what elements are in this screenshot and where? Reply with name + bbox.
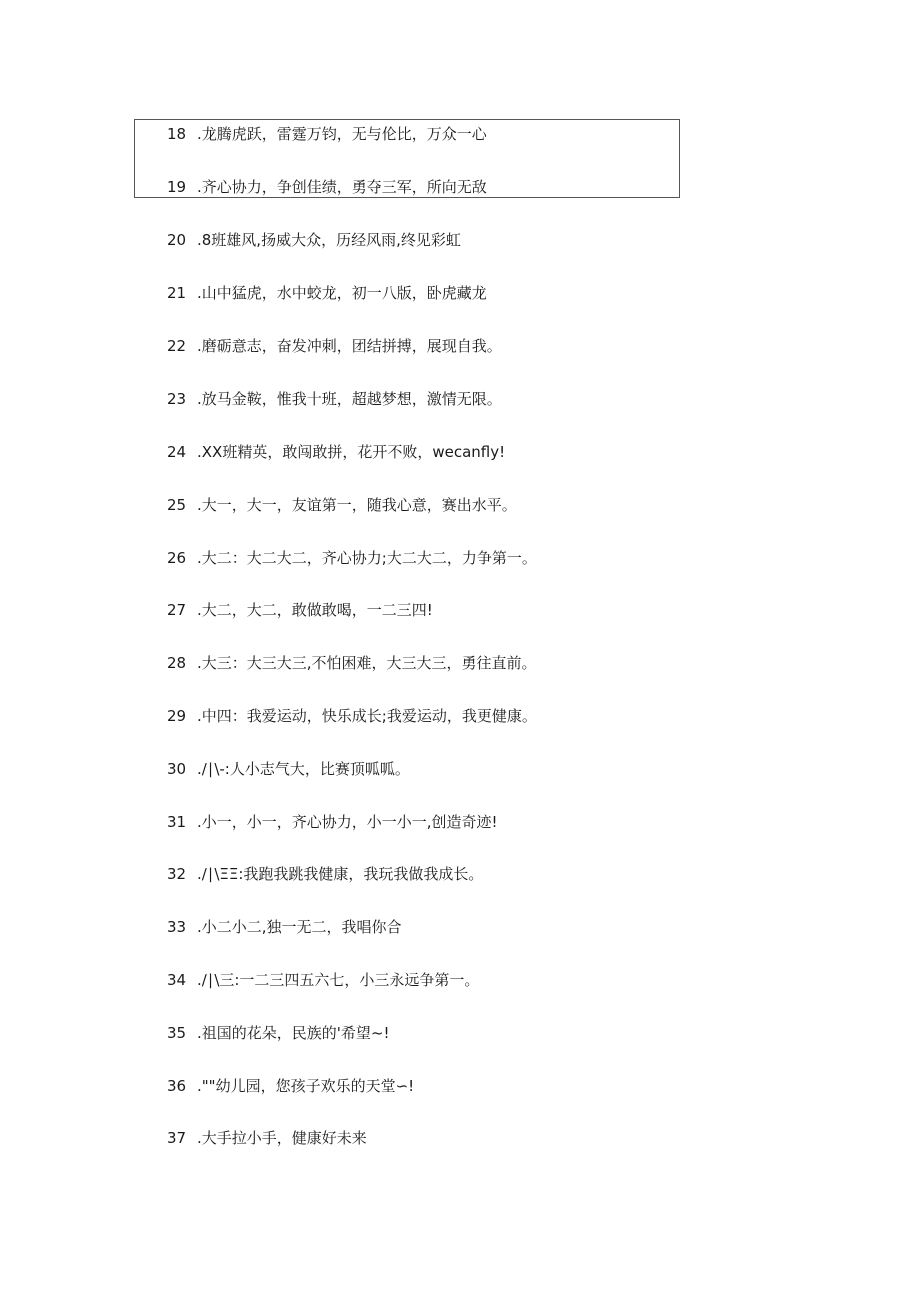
item-text: .∕∣\-:人小志气大，比赛顶呱呱。	[197, 760, 410, 778]
item-text: .大二：大二大二，齐心协力;大二大二，力争第一。	[197, 549, 537, 567]
item-text: .""幼儿园，您孩子欢乐的天堂∽!	[197, 1077, 415, 1095]
item-text: .大手拉小手，健康好未来	[197, 1129, 367, 1147]
item-number: 36	[167, 1077, 187, 1095]
item-number: 19	[167, 178, 187, 196]
item-text: .8班雄风,扬威大众，历经风雨,终见彩虹	[197, 231, 461, 249]
item-number: 35	[167, 1024, 187, 1042]
item-number: 34	[167, 971, 187, 989]
item-text: .大一，大一，友谊第一，随我心意，赛出水平。	[197, 496, 517, 514]
item-number: 20	[167, 231, 187, 249]
item-text: .磨砺意志，奋发冲刺，团结拼搏，展现自我。	[197, 337, 502, 355]
item-text: .XX班精英，敢闯敢拼，花开不败，wecanfly!	[197, 443, 506, 461]
item-text: .龙腾虎跃，雷霆万钧，无与伦比，万众一心	[197, 125, 487, 143]
item-number: 26	[167, 549, 187, 567]
item-number: 30	[167, 760, 187, 778]
item-number: 24	[167, 443, 187, 461]
item-text: .中四：我爱运动，快乐成长;我爱运动，我更健康。	[197, 707, 537, 725]
item-number: 28	[167, 654, 187, 672]
item-number: 29	[167, 707, 187, 725]
item-text: .小二小二,独一无二，我唱你合	[197, 918, 402, 936]
item-number: 22	[167, 337, 187, 355]
item-number: 18	[167, 125, 187, 143]
item-text: .∕∣\ΞΞ:我跑我跳我健康，我玩我做我成长。	[197, 865, 484, 883]
item-text: .祖国的花朵，民族的'希望~!	[197, 1024, 390, 1042]
item-number: 27	[167, 601, 187, 619]
item-number: 32	[167, 865, 187, 883]
item-number: 31	[167, 813, 187, 831]
item-text: .小一，小一，齐心协力，小一小一,创造奇迹!	[197, 813, 498, 831]
item-number: 25	[167, 496, 187, 514]
item-text: .齐心协力，争创佳绩，勇夺三军，所向无敌	[197, 178, 487, 196]
item-text: .∕∣\三:一二三四五六七，小三永远争第一。	[197, 971, 480, 989]
item-number: 33	[167, 918, 187, 936]
item-number: 37	[167, 1129, 187, 1147]
item-text: .放马金鞍，惟我十班，超越梦想，激情无限。	[197, 390, 502, 408]
item-text: .山中猛虎，水中蛟龙，初一八版，卧虎藏龙	[197, 284, 487, 302]
item-number: 21	[167, 284, 187, 302]
item-text: .大二，大二，敢做敢喝，一二三四!	[197, 601, 433, 619]
item-number: 23	[167, 390, 187, 408]
item-text: .大三：大三大三,不怕困难，大三大三，勇往直前。	[197, 654, 537, 672]
